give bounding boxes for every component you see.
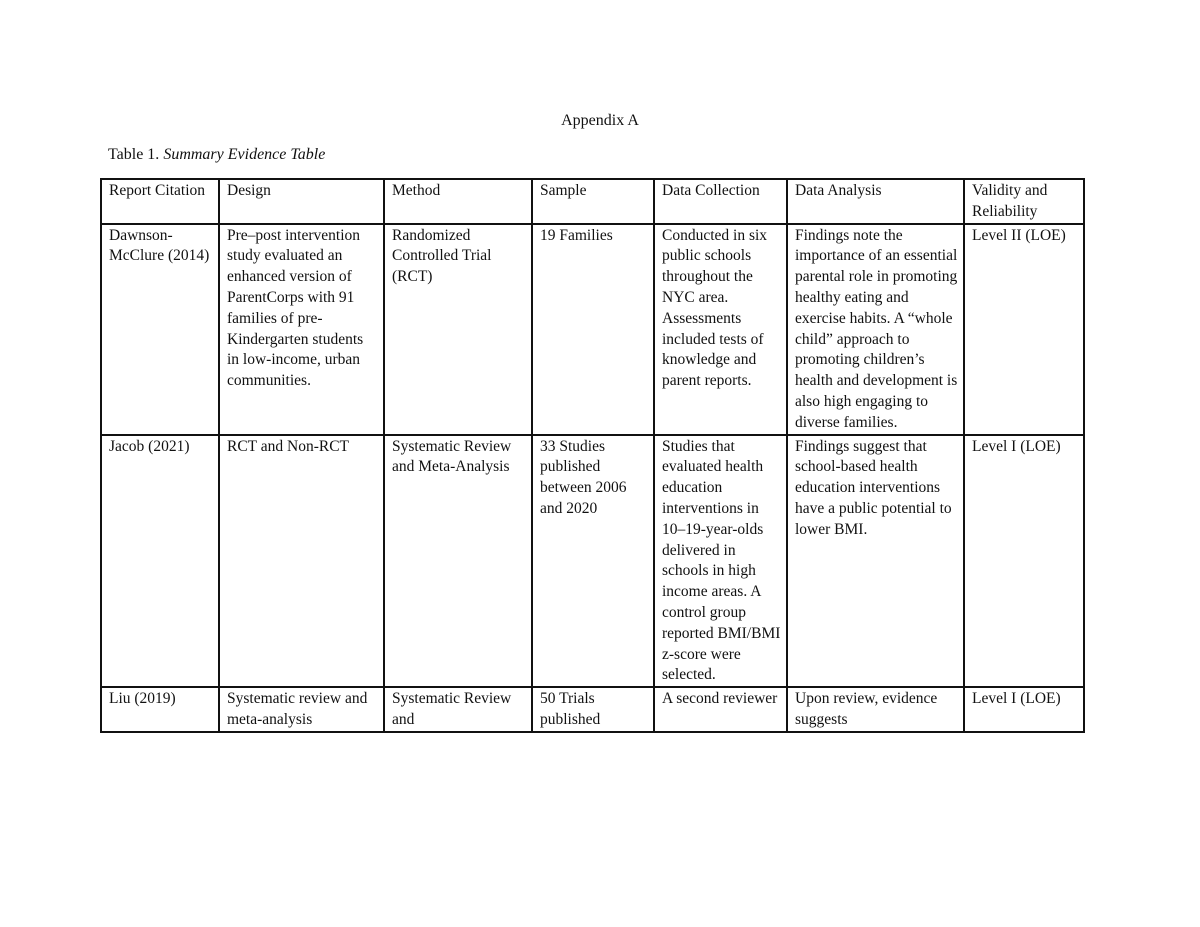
cell-data-collection: A second reviewer: [654, 687, 787, 732]
page-title: Appendix A: [561, 112, 639, 129]
cell-sample: 19 Families: [532, 224, 654, 435]
cell-data-analysis: Findings suggest that school-based health education interventions have a public potential to lower BMI.: [787, 435, 964, 688]
cell-report-citation: Jacob (2021): [101, 435, 219, 688]
cell-sample: 33 Studies published between 2006 and 2020: [532, 435, 654, 688]
header-report-citation: Report Citation: [101, 179, 219, 224]
cell-design: Pre–post intervention study evaluated an enhanced version of ParentCorps with 91 families of pre-Kindergarten students in low-income, urban communities.: [219, 224, 384, 435]
header-sample: Sample: [532, 179, 654, 224]
cell-validity-reliability: Level I (LOE): [964, 687, 1084, 732]
table-row: [101, 224, 1084, 435]
cell-validity-reliability: Level I (LOE): [964, 435, 1084, 688]
header-data-collection: Data Collection: [654, 179, 787, 224]
header-validity-reliability: Validity and Reliability: [964, 179, 1084, 224]
caption-title: Summary Evidence Table: [163, 146, 326, 163]
cell-sample: 50 Trials published: [532, 687, 654, 732]
caption-prefix: Table 1.: [108, 146, 164, 163]
cell-report-citation: Dawnson-McClure (2014): [101, 224, 219, 435]
cell-data-analysis: Findings note the importance of an essential parental role in promoting healthy eating and exercise habits. A “whole child” approach to promoting children’s health and development is also high engaging to diverse families.: [787, 224, 964, 435]
table-header-row: [101, 179, 1084, 224]
cell-report-citation: Liu (2019): [101, 687, 219, 732]
table-row: [101, 687, 1084, 732]
table-caption: [108, 144, 325, 165]
header-method: Method: [384, 179, 532, 224]
summary-evidence-table: [100, 178, 1085, 733]
cell-design: Systematic review and meta-analysis: [219, 687, 384, 732]
cell-design: RCT and Non-RCT: [219, 435, 384, 688]
cell-data-analysis: Upon review, evidence suggests: [787, 687, 964, 732]
cell-method: Systematic Review and Meta-Analysis: [384, 435, 532, 688]
cell-data-collection: Studies that evaluated health education interventions in 10–19-year-olds delivered in schools in high income areas. A control group reported BMI/BMI z-score were selected.: [654, 435, 787, 688]
cell-data-collection: Conducted in six public schools throughout the NYC area. Assessments included tests of knowledge and parent reports.: [654, 224, 787, 435]
header-data-analysis: Data Analysis: [787, 179, 964, 224]
header-design: Design: [219, 179, 384, 224]
cell-method: Systematic Review and: [384, 687, 532, 732]
table-row: [101, 435, 1084, 688]
cell-validity-reliability: Level II (LOE): [964, 224, 1084, 435]
cell-method: Randomized Controlled Trial (RCT): [384, 224, 532, 435]
